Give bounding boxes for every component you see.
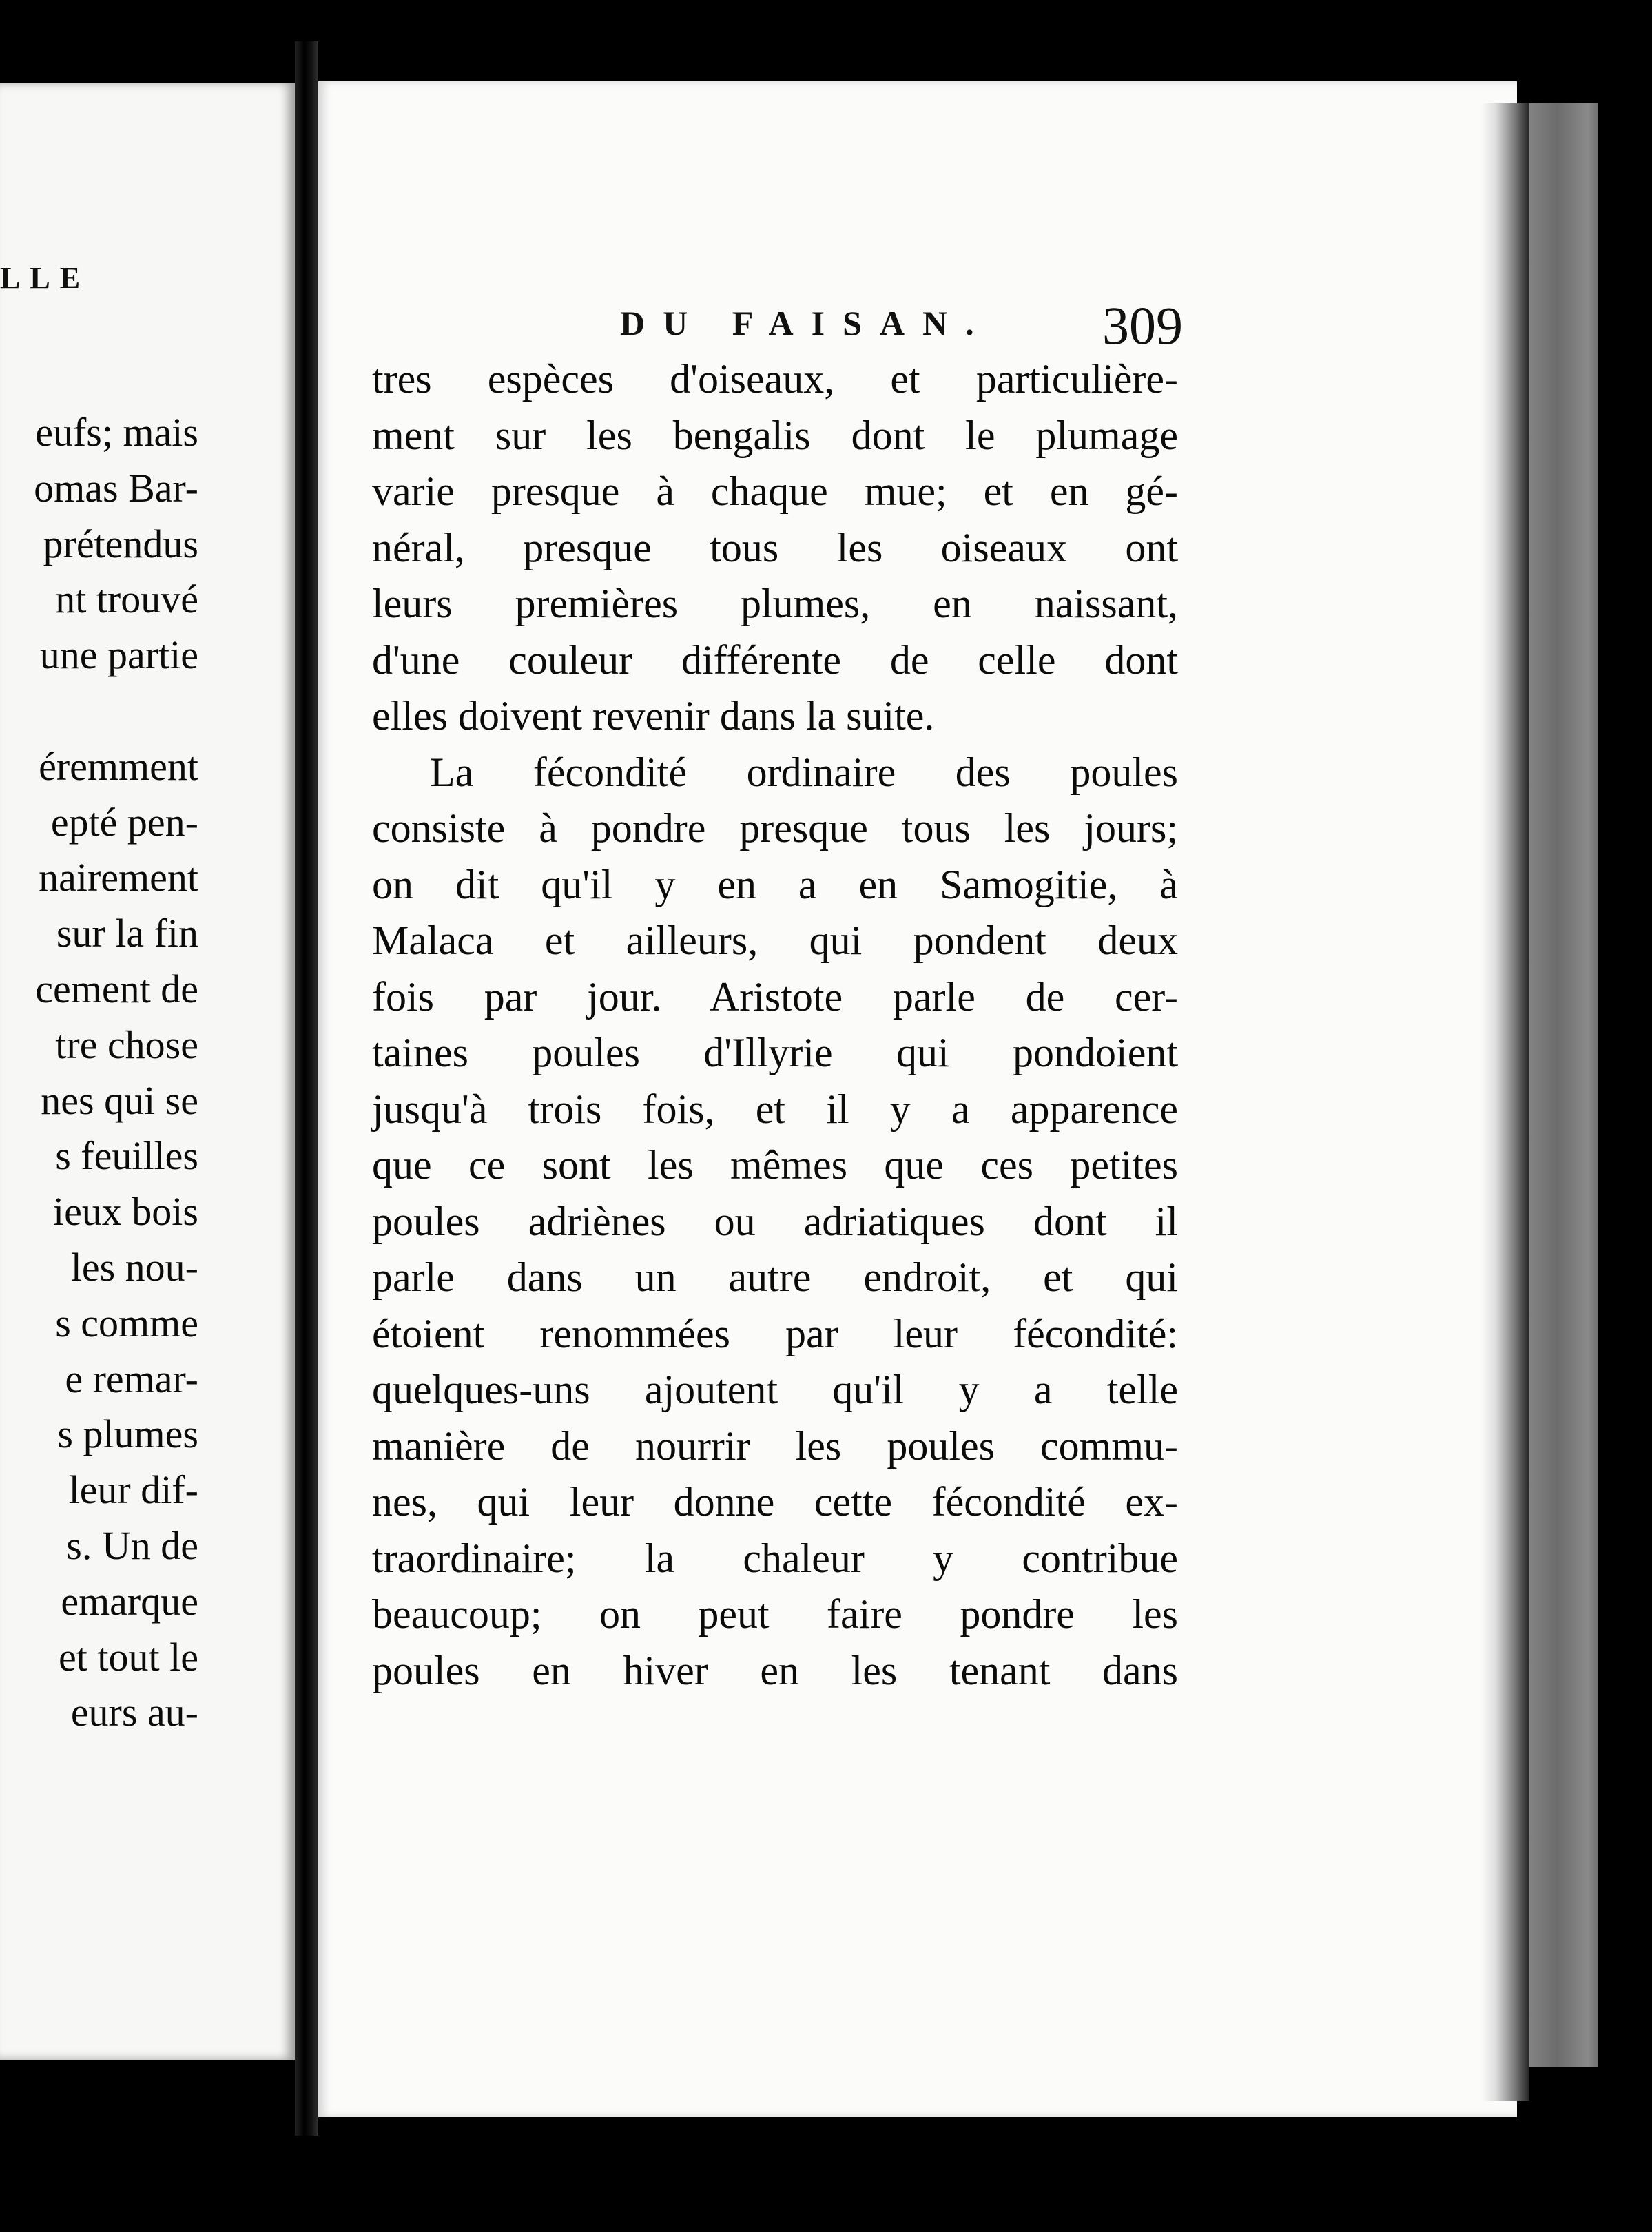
page-edge	[1481, 103, 1529, 2101]
text-line: poules en hiver en les tenant dans	[372, 1647, 1178, 1693]
text-line: poules adriènes ou adriatiques dont il	[372, 1198, 1178, 1244]
left-line: une partie	[39, 632, 198, 678]
left-page	[0, 83, 295, 2060]
left-line: leur dif-	[68, 1467, 198, 1513]
left-line: eurs au-	[70, 1690, 198, 1735]
text-line: étoient renommées par leur fécondité:	[372, 1310, 1178, 1356]
left-line: emarque	[61, 1578, 198, 1624]
left-line: nairement	[39, 855, 198, 900]
left-line: éremment	[39, 743, 198, 789]
left-line: nt trouvé	[55, 577, 198, 622]
page-body-text	[372, 351, 1178, 1699]
text-line: jusqu'à trois fois, et il y a apparence	[372, 1086, 1178, 1132]
left-line: cement de	[35, 966, 198, 1011]
text-line: néral, presque tous les oiseaux ont	[372, 524, 1178, 570]
text-line: nes, qui leur donne cette fécondité ex-	[372, 1479, 1178, 1525]
left-line: e remar-	[65, 1356, 198, 1401]
left-line: tre chose	[55, 1022, 198, 1067]
text-line: La fécondité ordinaire des poules	[430, 749, 1178, 795]
left-page-text	[0, 405, 198, 1741]
running-head: DU FAISAN.	[620, 304, 992, 342]
text-line: Malaca et ailleurs, qui pondent deux	[372, 918, 1178, 963]
left-line: omas Bar-	[34, 465, 198, 510]
text-line: quelques-uns ajoutent qu'il y a telle	[372, 1367, 1178, 1412]
left-line	[0, 683, 198, 739]
text-line: tres espèces d'oiseaux, et particulière-	[372, 356, 1178, 402]
left-running-head: LLE	[0, 261, 90, 295]
text-line: que ce sont les mêmes que ces petites	[372, 1142, 1178, 1188]
text-line: leurs premières plumes, en naissant,	[372, 581, 1178, 626]
text-line: d'une couleur différente de celle dont	[372, 637, 1178, 683]
left-line: prétendus	[43, 521, 198, 566]
text-line: varie presque à chaque mue; et en gé-	[372, 468, 1178, 514]
text-line: on dit qu'il y en a en Samogitie, à	[372, 861, 1178, 907]
scan-border	[1598, 28, 1652, 2232]
text-line: fois par jour. Aristote parle de cer-	[372, 973, 1178, 1020]
left-line: nes qui se	[41, 1077, 198, 1123]
text-line: consiste à pondre presque tous les jours;	[372, 805, 1178, 851]
text-line: manière de nourrir les poules commu-	[372, 1423, 1178, 1469]
book-gutter	[295, 41, 318, 2136]
left-line: s. Un de	[66, 1522, 198, 1568]
text-line: beaucoup; on peut faire pondre les	[372, 1591, 1178, 1637]
left-line: ieux bois	[52, 1189, 198, 1234]
left-line: epté pen-	[50, 799, 198, 845]
left-line: eufs; mais	[35, 410, 198, 455]
text-line: traordinaire; la chaleur y contribue	[372, 1535, 1178, 1581]
text-line: ment sur les bengalis dont le plumage	[372, 412, 1178, 458]
left-line: s plumes	[57, 1412, 198, 1457]
page-number: 309	[1102, 296, 1183, 355]
text-line: parle dans un autre endroit, et qui	[372, 1254, 1178, 1300]
left-line: s comme	[55, 1300, 198, 1345]
text-line: elles doivent revenir dans la suite.	[372, 693, 935, 738]
left-line: les nou-	[70, 1244, 198, 1290]
left-line: s feuilles	[55, 1133, 198, 1179]
left-line: et tout le	[59, 1634, 198, 1680]
text-line: taines poules d'Illyrie qui pondoient	[372, 1030, 1178, 1075]
left-line: sur la fin	[56, 911, 198, 956]
